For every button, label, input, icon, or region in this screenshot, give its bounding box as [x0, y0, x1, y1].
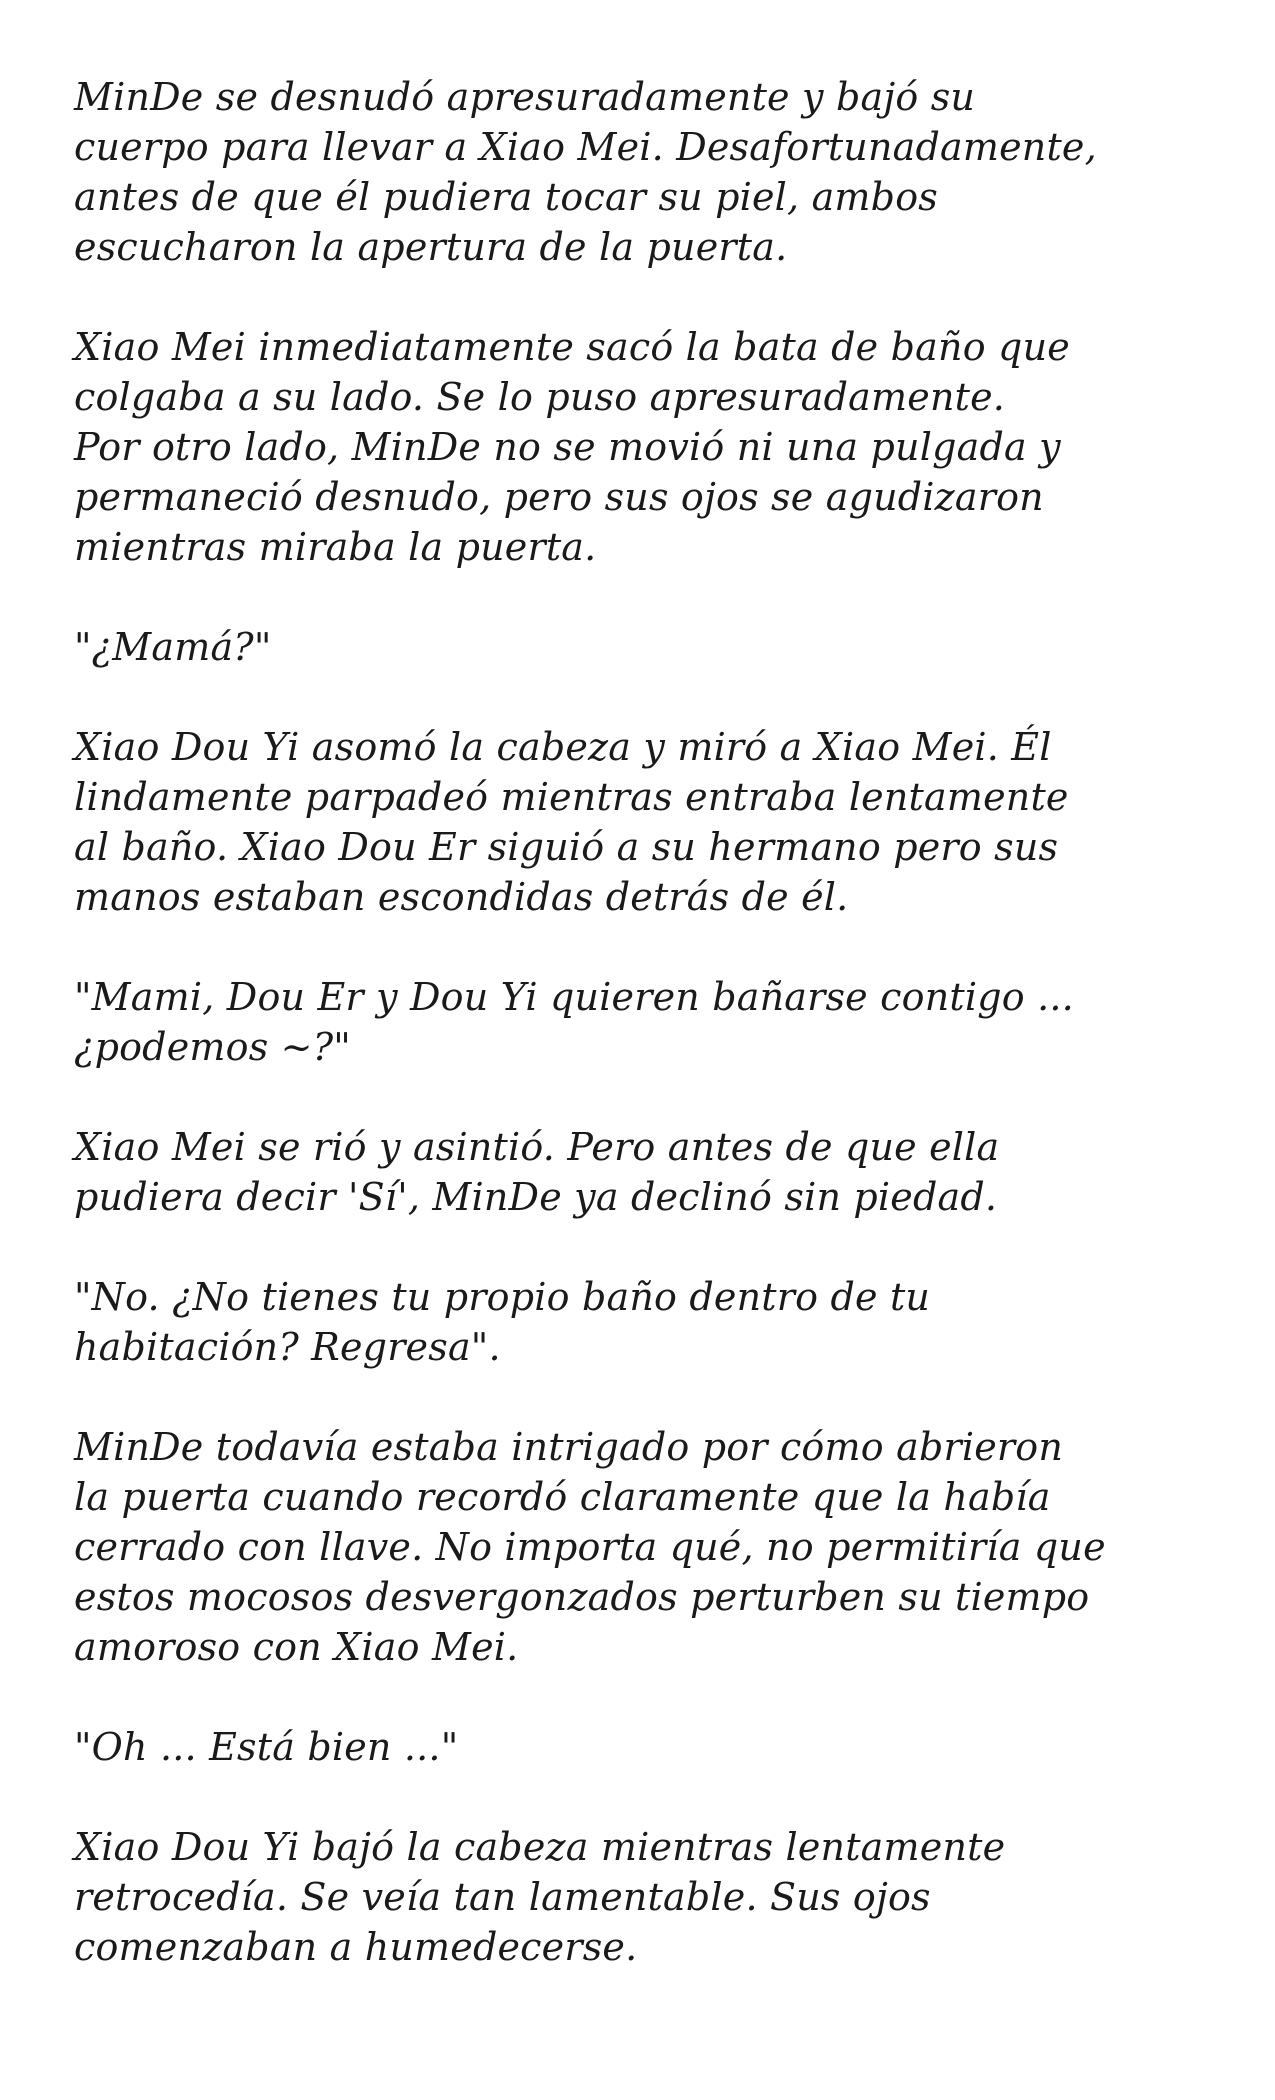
paragraph-2: Xiao Mei inmediatamente sacó la bata de baño que colgaba a su lado. Se lo puso apresuradamente. Por otro lado, MinDe no se movió ni una pulgada y permaneció desnudo, pero sus ojos se agudizaron mientras miraba la puerta.	[74, 325, 1070, 569]
paragraph-9: "Oh ... Está bien ..."	[74, 1725, 459, 1769]
paragraph-8: MinDe todavía estaba intrigado por cómo abrieron la puerta cuando recordó claramente que la había cerrado con llave. No importa qué, no permitiría que estos mocosos desvergonzados perturben su tiempo amoroso con Xiao Mei.	[74, 1425, 1106, 1669]
paragraph-6: Xiao Mei se rió y asintió. Pero antes de que ella pudiera decir 'Sí', MinDe ya declinó sin piedad.	[74, 1125, 1000, 1219]
paragraph-10: Xiao Dou Yi bajó la cabeza mientras lentamente retrocedía. Se veía tan lamentable. Sus ojos comenzaban a humedecerse.	[74, 1825, 1006, 1969]
paragraph-7: "No. ¿No tienes tu propio baño dentro de tu habitación? Regresa".	[74, 1275, 931, 1369]
paragraph-4: Xiao Dou Yi asomó la cabeza y miró a Xiao Mei. Él lindamente parpadeó mientras entraba lentamente al baño. Xiao Dou Er siguió a su hermano pero sus manos estaban escondidas detrás de él.	[74, 725, 1069, 919]
paragraph-3: "¿Mamá?"	[74, 625, 272, 669]
paragraph-5: "Mami, Dou Er y Dou Yi quieren bañarse contigo ... ¿podemos ~?"	[74, 975, 1074, 1069]
paragraph-1: MinDe se desnudó apresuradamente y bajó su cuerpo para llevar a Xiao Mei. Desafortunadamente, antes de que él pudiera tocar su piel, ambos escucharon la apertura de la puerta.	[74, 75, 1097, 269]
story-text	[74, 72, 1224, 2022]
